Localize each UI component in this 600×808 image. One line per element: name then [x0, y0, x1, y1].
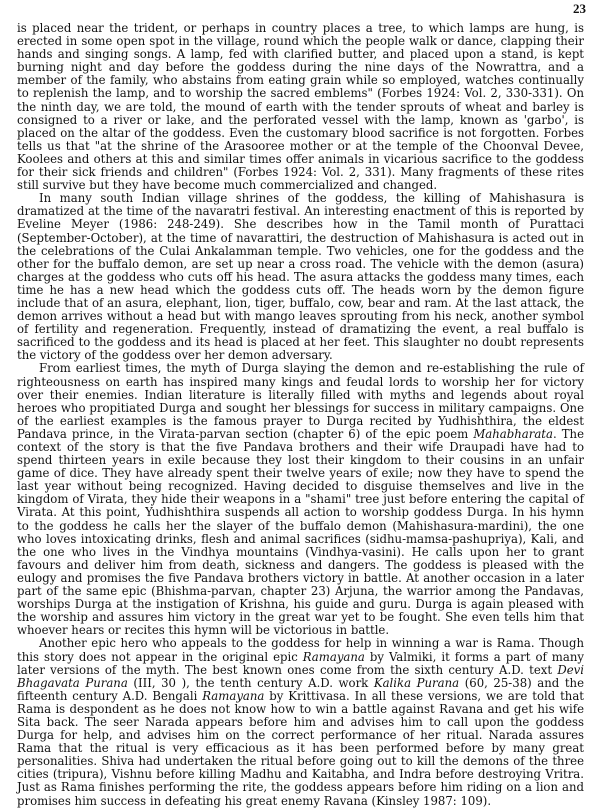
italic-title: Ramayana	[202, 688, 265, 703]
text-run: (III, 30 ), the tenth century A.D. work	[127, 675, 374, 690]
page-number: 23	[573, 1, 586, 16]
text-run: From earliest times, the myth of Durga slaying the demon and re-establishing the rule of righteousness on earth has inspired many kings and feudal lords to worship her for victory over their enemies. Indian literature is literally filled with myths and legends about royal heroes who propitiated Durga and sought her blessings for success in military campaigns. One of the earliest examples is the famous prayer to Durga recited by Yudhishthira, the eldest Pandava prince, in the Virata-parvan section (chapter 6) of the epic poem	[17, 361, 584, 441]
italic-title: Mahabharata	[473, 426, 553, 441]
text-run: . The context of the story is that the five Pandava brothers and their wife Draupadi have had to spend thirteen years in exile because they lost their kingdom to their cousins in an unfair game of dice. They have already spent their twelve years of exile; now they have to spend the last year without being recognized. Having decided to disguise themselves and live in the kingdom of Virata, they hide their weapons in a "shami" tree just before entering the capital of Virata. At this point, Yudhishthira suspends all action to worship goddess Durga. In his hymn to the goddess he calls her the slayer of the buffalo demon (Mahishasura-mardini), the one who loves intoxicating drinks, flesh and animal sacrifices (sidhu-mamsa-pashupriya), Kali, and the one who lives in the Vindhya mountains (Vindhya-vasini). He calls upon her to grant favours and deliver him from death, sickness and dangers. The goddess is pleased with the eulogy and promises the five Pandava brothers victory in battle. At another occasion in a later part of the same epic (Bhishma-parvan, chapter 23) Arjuna, the warrior among the Pandavas, worships Durga at the instigation of Krishna, his guide and guru. Durga is again pleased with the worship and assures him victory in the great war yet to be fought. She even tells him that whoever hears or recites this hymn will be victorious in battle.	[17, 426, 584, 638]
italic-title: Ramayana	[302, 649, 365, 664]
text-run: by Krittivasa. In all these versions, we are told that Rama is despondent as he does not know how to win a battle against Ravana and get his wife Sita back. The seer Narada appears before him and advises him to call upon the goddess Durga for help, and advises him on the correct performance of her ritual. Narada assures Rama that the ritual is very efficacious as it has been performed before by many great personalities. Shiva had undertaken the ritual before going out to kill the demons of the three cities (tripura), Vishnu before killing Madhu and Kaitabha, and Indra before destroying Vritra. Just as Rama finishes performing the rite, the goddess appears before him riding on a lion and promises him success in defeating his great enemy Ravana (Kinsley 1987: 109).	[17, 688, 585, 808]
body-text	[17, 22, 584, 808]
text-run: (60, 25-38) and the fifteenth century A.D. Bengali	[17, 675, 584, 703]
paragraph-p2	[17, 192, 584, 362]
text-run: Another epic hero who appeals to the goddess for help in winning a war is Rama. Though this story does not appear in the original epic	[17, 636, 584, 664]
italic-title: Devi Bhagavata Purana	[17, 662, 584, 690]
text-run: In many south Indian village shrines of the goddess, the killing of Mahishasura is dramatized at the time of the navaratri festival. An interesting enactment of this is reported by Eveline Meyer (1986: 248-249). She describes how in the Tamil month of Purattaci (September-October), at the time of navarattiri, the destruction of Mahishasura is acted out in the celebrations of the Culai Ankalamman temple. Two vehicles, one for the goddess and the other for the buffalo demon, are set up near a cross road. The vehicle with the demon (asura) charges at the goddess who cuts off his head. The asura attacks the goddess many times, each time he has a new head which the goddess cuts off. The heads worn by the demon figure include that of an asura, elephant, lion, tiger, buffalo, cow, bear and ram. At the last attack, the demon arrives without a head but with mango leaves sprouting from his neck, another symbol of fertility and regeneration. Frequently, instead of dramatizing the event, a real buffalo is sacrificed to the goddess and its head is placed at her feet. This slaughter no doubt represents the victory of the goddess over her demon adversary.	[17, 191, 584, 363]
italic-title: Kalika Purana	[373, 675, 460, 690]
text-run: is placed near the trident, or perhaps in country places a tree, to which lamps are hung, is erected in some open spot in the village, round which the people walk or dance, clapping their hands and singing songs. A lamp, fed with clarified butter, and placed upon a stand, is kept burning night and day before the goddess during the nine days of the Nowrattra, and a member of the family, who abstains from eating grain while so employed, watches continually to replenish the lamp, and to worship the sacred emblems" (Forbes 1924: Vol. 2, 330-331). On the ninth day, we are told, the mound of earth with the tender sprouts of wheat and barley is consigned to a river or lake, and the perforated vessel with the lamp, known as 'garbo', is placed on the altar of the goddess. Even the customary blood sacrifice is not forgotten. Forbes tells us that "at the shrine of the Arasooree mother or at the temple of the Choonval Devee, Koolees and others at this and similar times offer animals in vicarious sacrifice to the goddess for their sick friends and children" (Forbes 1924: Vol. 2, 331). Many fragments of these rites still survive but they have become much commercialized and changed.	[17, 21, 584, 193]
paragraph-p4	[17, 637, 584, 807]
text-run: by Valmiki, it forms a part of many later versions of the myth. The best known ones come from the sixth century A.D. text	[17, 649, 584, 677]
paragraph-p1	[17, 22, 584, 192]
paragraph-p3	[17, 362, 584, 637]
